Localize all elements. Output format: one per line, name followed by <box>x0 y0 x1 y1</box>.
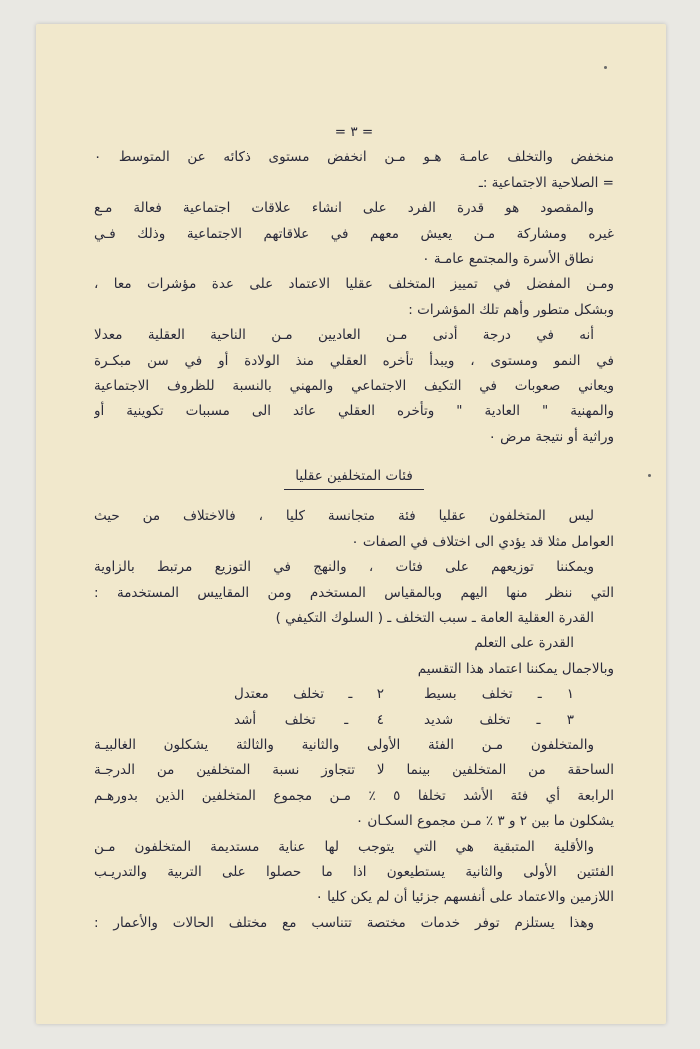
text-line: يشكلون ما بين ٢ و ٣ ٪ مـن مجموع السكـان ٠ <box>355 813 614 830</box>
text-line: الفئتين الأولى والثانية يستطيعون اذا ما حصلوا على التربية والتدريـب <box>94 863 614 880</box>
text-line: ليس المتخلفون عقليا فئة متجانسة كليا ، فالاختلاف من حيث <box>94 508 594 525</box>
paper-speck <box>604 66 607 69</box>
text-line: الساحقة من المتخلفين بينما لا تتجاوز نسبة المتخلفين من الدرجـة <box>94 762 614 779</box>
text-line: القدرة على التعلم <box>474 635 574 652</box>
page-number: = ٣ = <box>334 124 374 140</box>
text-line: اللازمين والاعتماد على أنفسهم جزئيا أن لم يكن كليا ٠ <box>315 889 614 906</box>
category-row <box>94 708 614 733</box>
text-line: ومـن المفضل في تمييز المتخلف عقليا الاعتماد على عدة مؤشرات معا ، <box>94 276 614 293</box>
document-page <box>36 24 666 1024</box>
text-line: والمهنية " العادية " وتأخره العقلي عائد الى مسببات تكوينية أو <box>94 403 614 420</box>
text-line: والأقلية المتبقية هي التي يتوجب لها عناية مستديمة المتخلفون مـن <box>94 838 594 855</box>
text-line: ويمكننا توزيعهم على فئات ، والنهج في التوزيع مرتبط بالزاوية <box>94 559 594 576</box>
heading-underline <box>284 489 424 490</box>
text-line: منخفض والتخلف عامـة هـو مـن انخفض مستوى ذكائه عن المتوسط ٠ <box>94 149 614 166</box>
text-line: وهذا يستلزم توفر خدمات مختصة تتناسب مع مختلف الحالات والأعمار : <box>94 914 594 931</box>
section-heading: فئات المتخلفين عقليا <box>295 468 413 485</box>
text-line: غيره ومشاركة مـن يعيش معهم في علاقاتهم الاجتماعية وذلك فـي <box>94 225 614 242</box>
text-line: العوامل مثلا قد يؤدي الى اختلاف في الصفات ٠ <box>351 533 614 550</box>
text-line: وبالاجمال يمكننا اعتماد هذا التقسيم <box>417 660 614 677</box>
section-subheading: = الصلاحية الاجتماعية :ـ <box>478 174 614 191</box>
paper-speck <box>648 474 651 477</box>
text-line: القدرة العقلية العامة ـ سبب التخلف ـ ( السلوك التكيفي ) <box>275 610 594 627</box>
page-text <box>94 120 614 936</box>
category-item: ٢ ـ تخلف معتدل <box>234 686 384 703</box>
text-line: ويعاني صعوبات في التكيف الاجتماعي والمهني بالنسبة للظروف الاجتماعية <box>94 377 614 394</box>
text-line: والمقصود هو قدرة الفرد على انشاء علاقات اجتماعية فعالة مـع <box>94 200 594 217</box>
category-item: ١ ـ تخلف بسيط <box>424 686 574 703</box>
text-line: التي ننظر منها اليهم وبالمقياس المستخدم ومن المقاييس المستخدمة : <box>94 584 614 601</box>
text-line: والمتخلفون مـن الفئة الأولى والثانية والثالثة يشكلون الغالبيـة <box>94 736 594 753</box>
text-line: نطاق الأسرة والمجتمع عامـة ٠ <box>422 250 594 267</box>
text-line: في النمو ومستوى ، ويبدأ تأخره العقلي منذ الولادة أو في سن مبكـرة <box>94 352 614 369</box>
text-line: وراثية أو نتيجة مرض ٠ <box>488 428 614 445</box>
text-line: أنه في درجة أدنى مـن العاديين مـن الناحية العقلية معدلا <box>94 327 594 344</box>
category-item: ٤ ـ تخلف أشد <box>234 711 384 728</box>
text-line: وبشكل متطور وأهم تلك المؤشرات : <box>408 301 614 318</box>
category-row <box>94 682 614 707</box>
category-item: ٣ ـ تخلف شديد <box>424 711 574 728</box>
text-line: الرابعة أي فئة الأشد تخلفا ٥ ٪ مـن مجموع المتخلفين الذين بدورهـم <box>94 787 614 804</box>
